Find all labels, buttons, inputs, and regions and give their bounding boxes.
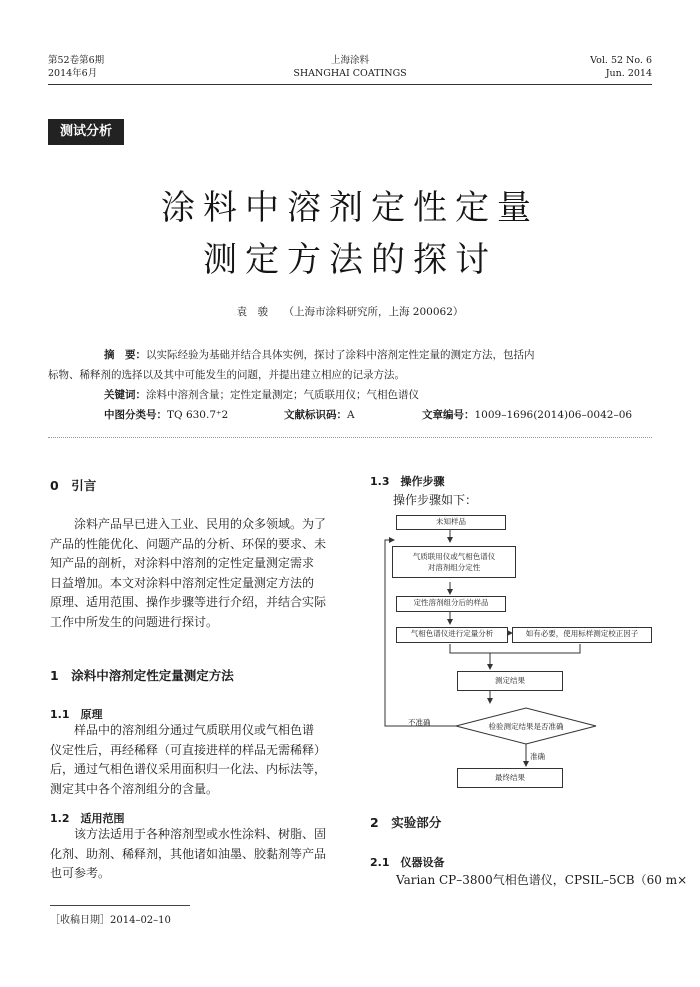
doc-code-label: 文献标识码： <box>284 409 347 421</box>
section-0-heading: 0 引言 <box>50 478 97 493</box>
abstract-rule <box>48 437 652 438</box>
clc-label: 中图分类号： <box>104 409 167 421</box>
section-0-text <box>50 515 350 632</box>
section-2-1-text: Varian CP–3800气相色谱仪，CPSIL–5CB（60 m× <box>396 873 688 887</box>
author-line <box>0 302 700 322</box>
author-affiliation: （上海市涂料研究所，上海 200062） <box>283 306 464 318</box>
author-name: 袁 骏 <box>236 306 269 318</box>
header-volume: 第52卷第6期 <box>48 55 105 66</box>
header-date-en: Jun. 2014 <box>605 68 652 79</box>
flow-step-unknown-sample: 未知样品 <box>396 515 506 530</box>
footnote-rule <box>50 905 190 906</box>
s12-line-3: 也可参考。 <box>50 866 111 880</box>
arrow-side-join <box>490 644 580 653</box>
keywords-text: 涂料中溶剂含量；定性定量测定；气质联用仪；气相色谱仪 <box>146 389 419 401</box>
flow-label-no: 不准确 <box>408 718 431 727</box>
section-2-1-heading: 2.1 仪器设备 <box>370 856 445 869</box>
keywords <box>48 385 652 405</box>
header-rule <box>48 84 652 85</box>
s0-line-5: 原理、适用范围、操作步骤等进行介绍，并结合实际 <box>50 595 327 609</box>
s0-line-6: 工作中所发生的问题进行探讨。 <box>50 614 219 629</box>
flow-step2-line2: 对溶剂组分定性 <box>427 563 481 572</box>
journal-name-cn: 上海涂料 <box>330 55 369 66</box>
flow-step2-line1: 气质联用仪或气相色谱仪 <box>412 552 496 561</box>
section-1-1-heading: 1.1 原理 <box>50 708 103 721</box>
arrow-4 <box>450 644 490 669</box>
section-2-heading: 2 实验部分 <box>370 815 442 830</box>
section-1-1-text <box>50 721 350 799</box>
flow-step-final: 最终结果 <box>457 768 563 788</box>
s0-line-1: 涂料产品早已进入工业、民用的众多领域。为了 <box>74 517 327 531</box>
s0-line-2: 产品的性能优化、问题产品的分析、环保的要求、未 <box>50 536 327 551</box>
section-1-2-heading: 1.2 适用范围 <box>50 812 125 825</box>
section-1-3-intro: 操作步骤如下： <box>393 493 478 507</box>
s11-line-4: 测定其中各个溶剂组分的含量。 <box>50 781 219 796</box>
s12-line-2: 化剂、助剂、稀释剂，其他诸如油墨、胶黏剂等产品 <box>50 846 327 861</box>
abstract-text-cont: 标物、稀释剂的选择以及其中可能发生的问题，并提出建立相应的记录方法。 <box>48 369 405 381</box>
clc-value: TQ 630.7⁺2 <box>167 409 229 421</box>
s11-line-3: 后，通过气相色谱仪采用面积归一化法、内标法等， <box>50 762 327 776</box>
section-tag: 测试分析 <box>48 119 124 145</box>
flow-label-yes: 准确 <box>530 752 545 761</box>
classification-line <box>48 405 652 425</box>
s11-line-2: 仪定性后，再经稀释（可直接进样的样品无需稀释） <box>50 742 327 757</box>
header-vol-en: Vol. 52 No. 6 <box>590 55 652 66</box>
s11-line-1: 样品中的溶剂组分通过气质联用仪或气相色谱 <box>74 723 315 737</box>
abstract <box>48 345 652 425</box>
header-date: 2014年6月 <box>48 68 98 79</box>
title-line-1: 涂料中溶剂定性定量 <box>161 188 539 228</box>
header-right <box>590 54 652 80</box>
abstract-text: 以实际经验为基础并结合具体实例，探讨了涂料中溶剂定性定量的测定方法，包括内 <box>146 349 535 361</box>
s0-line-4: 日益增加。本文对涂料中溶剂定性定量测定方法的 <box>50 575 315 590</box>
article-no-label: 文章编号： <box>422 409 475 421</box>
footnote-received: ［收稿日期］2014–02–10 <box>50 915 171 926</box>
article-no-value: 1009–1696(2014)06–0042–06 <box>474 409 633 421</box>
keywords-label: 关键词： <box>104 389 146 401</box>
doc-code-value: A <box>347 409 355 421</box>
flow-step-qualitative <box>392 546 516 578</box>
journal-name-en: SHANGHAI COATINGS <box>293 68 407 79</box>
flow-step-result: 测定结果 <box>457 671 563 691</box>
s0-line-3: 知产品的剖析，对涂料中溶剂的定性定量测定需求 <box>50 556 315 570</box>
abstract-label: 摘 要： <box>104 349 146 361</box>
section-1-2-text <box>50 825 350 884</box>
flow-step-correction-factor: 如有必要，使用标样测定校正因子 <box>512 627 652 643</box>
section-1-3-heading: 1.3 操作步骤 <box>370 475 445 488</box>
section-1-heading: 1 涂料中溶剂定性定量测定方法 <box>50 668 234 683</box>
title-line-2: 测定方法的探讨 <box>203 240 497 280</box>
s12-line-1: 该方法适用于各种溶剂型或水性涂料、树脂、固 <box>74 827 327 841</box>
flow-step-qualified-sample: 定性溶剂组分后的样品 <box>396 596 506 612</box>
flow-step-quant-analysis: 气相色谱仪进行定量分析 <box>396 627 508 643</box>
flow-decision-text: 检验测定结果是否准确 <box>488 722 564 731</box>
